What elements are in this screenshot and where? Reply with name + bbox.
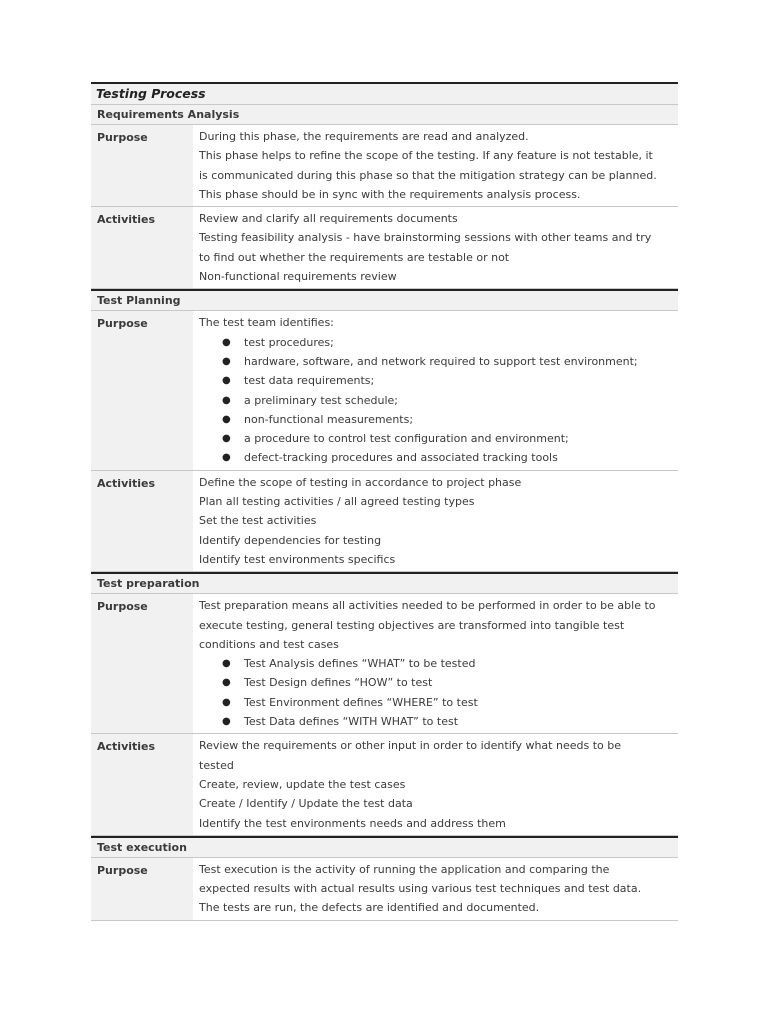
row-content: [193, 734, 678, 834]
table-body: [91, 105, 678, 921]
text-line: is communicated during this phase so that the mitigation strategy can be planned.: [199, 168, 657, 182]
bullet-icon: ●: [222, 452, 231, 464]
bullet-item: [199, 429, 678, 448]
bullet-item: [199, 673, 678, 692]
bullet-icon: ●: [222, 696, 231, 708]
bullet-icon: ●: [222, 355, 231, 367]
text-line: Review the requirements or other input in order to identify what needs to be: [199, 739, 621, 753]
row-label: Purpose: [91, 594, 193, 733]
bullet-text: Test Environment defines “WHERE” to test: [244, 695, 478, 709]
text-line: The tests are run, the defects are identified and documented.: [199, 901, 540, 915]
text-line: Identify test environments specifics: [199, 552, 396, 566]
bullet-icon: ●: [222, 677, 231, 689]
text-line: Test preparation means all activities needed to be performed in order to be able to: [199, 599, 656, 613]
table-title: Testing Process: [91, 82, 678, 105]
row-label: Purpose: [91, 125, 193, 206]
text-line: This phase should be in sync with the requirements analysis process.: [199, 187, 581, 201]
text-line: Review and clarify all requirements documents: [199, 212, 458, 226]
row-content: [193, 125, 678, 206]
bullet-icon: ●: [222, 375, 231, 387]
testing-process-table: [91, 82, 678, 921]
bullet-text: Test Analysis defines “WHAT” to be tested: [244, 657, 476, 671]
bullet-item: [199, 410, 678, 429]
table-row: [91, 594, 678, 734]
table-row: [91, 734, 678, 835]
text-line: Plan all testing activities / all agreed testing types: [199, 495, 475, 509]
text-line: This phase helps to refine the scope of the testing. If any feature is not testable, it: [199, 149, 653, 163]
table-row: [91, 207, 678, 289]
bullet-item: [199, 371, 678, 390]
bullet-icon: ●: [222, 433, 231, 445]
bullet-item: [199, 333, 678, 352]
row-label: Activities: [91, 207, 193, 288]
text-line: tested: [199, 758, 234, 772]
text-line: Set the test activities: [199, 514, 317, 528]
bullet-item: [199, 693, 678, 712]
text-line: Create, review, update the test cases: [199, 777, 406, 791]
bullet-icon: ●: [222, 716, 231, 728]
row-label: Purpose: [91, 858, 193, 920]
bullet-text: Test Design defines “HOW” to test: [244, 676, 433, 690]
bullet-text: hardware, software, and network required to support test environment;: [244, 354, 638, 368]
bullet-item: [199, 654, 678, 673]
table-row: [91, 471, 678, 572]
bullet-item: [199, 448, 678, 467]
text-line: to find out whether the requirements are testable or not: [199, 250, 510, 264]
row-label: Purpose: [91, 311, 193, 469]
row-content: [193, 471, 678, 571]
text-line: The test team identifies:: [199, 316, 334, 330]
text-line: execute testing, general testing objectives are transformed into tangible test: [199, 618, 625, 632]
table-row: [91, 311, 678, 470]
bullet-text: a preliminary test schedule;: [244, 393, 399, 407]
text-line: Create / Identify / Update the test data: [199, 797, 413, 811]
bullet-text: test data requirements;: [244, 374, 375, 388]
row-content: [193, 858, 678, 920]
bullet-text: defect-tracking procedures and associated tracking tools: [244, 451, 558, 465]
text-line: Testing feasibility analysis - have brainstorming sessions with other teams and try: [199, 231, 652, 245]
section-header: Requirements Analysis: [91, 105, 678, 125]
row-label: Activities: [91, 471, 193, 571]
bullet-icon: ●: [222, 413, 231, 425]
bullet-text: Test Data defines “WITH WHAT” to test: [244, 715, 459, 729]
row-label: Activities: [91, 734, 193, 834]
row-content: [193, 594, 678, 733]
bullet-item: [199, 391, 678, 410]
text-line: Identify dependencies for testing: [199, 533, 382, 547]
text-line: Identify the test environments needs and address them: [199, 816, 506, 830]
bullet-item: [199, 352, 678, 371]
bullet-text: a procedure to control test configuration and environment;: [244, 432, 569, 446]
bullet-text: non-functional measurements;: [244, 412, 414, 426]
table-row: [91, 125, 678, 207]
row-content: [193, 207, 678, 288]
text-line: Define the scope of testing in accordance to project phase: [199, 475, 522, 489]
bullet-item: [199, 712, 678, 731]
row-content: [193, 311, 678, 469]
bullet-icon: ●: [222, 336, 231, 348]
section-header: Test Planning: [91, 289, 678, 311]
bullet-icon: ●: [222, 394, 231, 406]
text-line: expected results with actual results using various test techniques and test data.: [199, 882, 642, 896]
text-line: conditions and test cases: [199, 637, 339, 651]
text-line: During this phase, the requirements are read and analyzed.: [199, 130, 529, 143]
text-line: Non-functional requirements review: [199, 270, 397, 284]
section-header: Test execution: [91, 836, 678, 858]
bullet-icon: ●: [222, 658, 231, 670]
text-line: Test execution is the activity of running the application and comparing the: [199, 862, 610, 876]
table-row: [91, 858, 678, 921]
bullet-text: test procedures;: [244, 335, 334, 349]
section-header: Test preparation: [91, 572, 678, 594]
